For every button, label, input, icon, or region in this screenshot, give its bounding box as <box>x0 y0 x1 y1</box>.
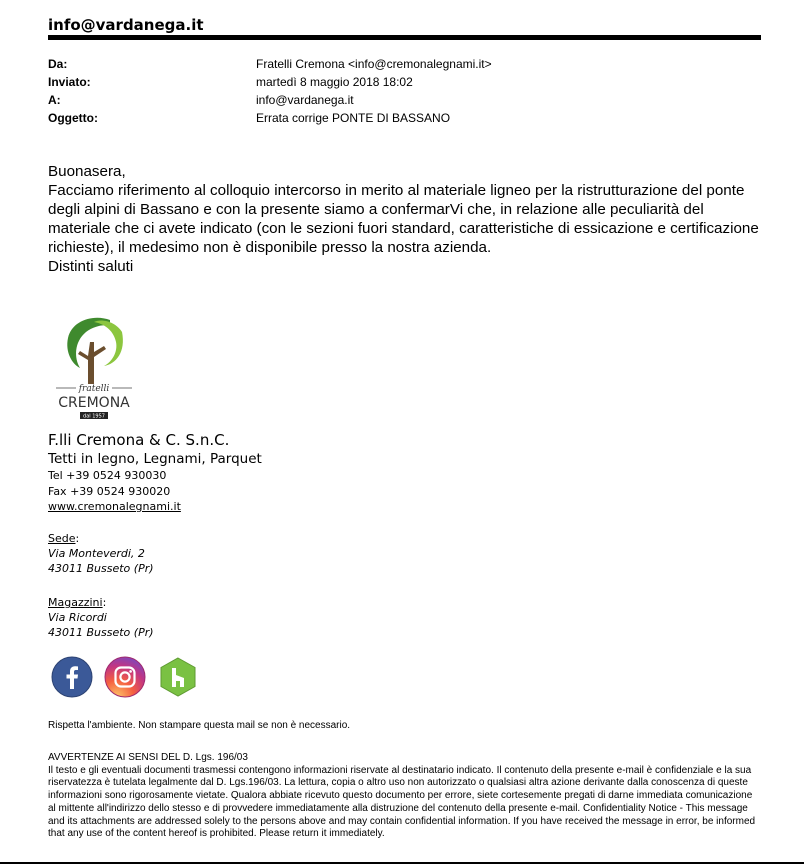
sede-line2: 43011 Busseto (Pr) <box>48 562 154 575</box>
environment-notice: Rispetta l'ambiente. Non stampare questa mail se non è necessario. <box>48 720 351 731</box>
header-row-sent <box>48 73 492 91</box>
magazzini-label: Magazzini <box>48 596 103 609</box>
magazzini-line2: 43011 Busseto (Pr) <box>48 626 154 639</box>
magazzini-line1: Via Ricordi <box>48 611 107 624</box>
sede-block: Sede: Via Monteverdi, 2 43011 Busseto (Pr) <box>48 532 154 575</box>
header-row-to <box>48 91 492 109</box>
header-value-sent: martedì 8 maggio 2018 18:02 <box>256 75 413 89</box>
facebook-icon[interactable] <box>51 656 93 698</box>
signature-company: F.lli Cremona & C. S.n.C. <box>48 431 230 449</box>
legal-title: AVVERTENZE AI SENSI DEL D. Lgs. 196/03 <box>48 752 248 763</box>
logo-badge-text: dal 1957 <box>83 413 105 420</box>
logo-small-text: fratelli <box>78 384 110 394</box>
signature-fax: Fax +39 0524 930020 <box>48 485 171 498</box>
header-value-from[interactable]: Fratelli Cremona <info@cremonalegnami.it> <box>256 57 492 71</box>
header-label-from: Da: <box>48 57 68 71</box>
legal-text: Il testo e gli eventuali documenti trasmessi contengono informazioni riservate al destinatario indicato. Il contenuto della presente e-mail è confidenziale e la sua riservatezza è tutelata legalmente dal D. Lgs.196/03. La lettura, copia o altro uso non autorizzato o qualsiasi altra azione derivante dalla conoscenza di queste informazioni sono rigorosamente vietate. Qualora abbiate ricevuto questo documento per errore, siete cortesemente pregati di darne immediata comunicazione al mittente all'indirizzo dello stesso e di provvedere immediatamente alla distruzione del contenuto della presente e-mail. Confidentiality Notice - This message and its attachments are addressed solely to the persons above and may contain confidential information. If you have received the message in error, be informed that any use of the content hereof is prohibited. Please return it immediately. <box>48 764 756 840</box>
header-label-sent: Inviato: <box>48 75 91 89</box>
header-value-to[interactable]: info@vardanega.it <box>256 93 354 107</box>
closing: Distinti saluti <box>48 258 134 275</box>
mailbox-title: info@vardanega.it <box>48 16 204 34</box>
greeting: Buonasera, <box>48 163 126 180</box>
signature-tel: Tel +39 0524 930030 <box>48 469 167 482</box>
logo-brand-text: CREMONA <box>58 395 130 411</box>
houzz-icon[interactable] <box>157 656 199 698</box>
cremona-logo <box>50 312 138 427</box>
header-row-subject <box>48 109 492 127</box>
header-row-from <box>48 55 492 73</box>
title-divider <box>48 35 761 40</box>
signature-tagline: Tetti in legno, Legnami, Parquet <box>48 451 262 467</box>
header-value-subject: Errata corrige PONTE DI BASSANO <box>256 111 451 125</box>
legal-disclaimer <box>48 752 760 841</box>
email-header <box>48 55 492 127</box>
body-paragraph: Facciamo riferimento al colloquio intercorso in merito al materiale ligneo per la ristrutturazione del ponte degli alpini di Bassano e con la presente siamo a confermarVi che, in relazione alle peculiarità del materiale che ci avete indicato (con le sezioni fuori standard, caratteristiche di essicazione e certificazione richieste), il medesimo non è disponibile presso la nostra azienda. <box>48 182 759 256</box>
sede-line1: Via Monteverdi, 2 <box>48 547 145 560</box>
message-body <box>48 162 760 276</box>
bottom-divider <box>0 862 804 864</box>
magazzini-block: Magazzini: Via Ricordi 43011 Busseto (Pr) <box>48 596 154 639</box>
instagram-icon[interactable] <box>104 656 146 698</box>
sede-label: Sede <box>48 532 76 545</box>
website-link[interactable]: www.cremonalegnami.it <box>48 500 181 513</box>
header-label-to: A: <box>48 93 61 107</box>
header-label-subject: Oggetto: <box>48 111 98 125</box>
